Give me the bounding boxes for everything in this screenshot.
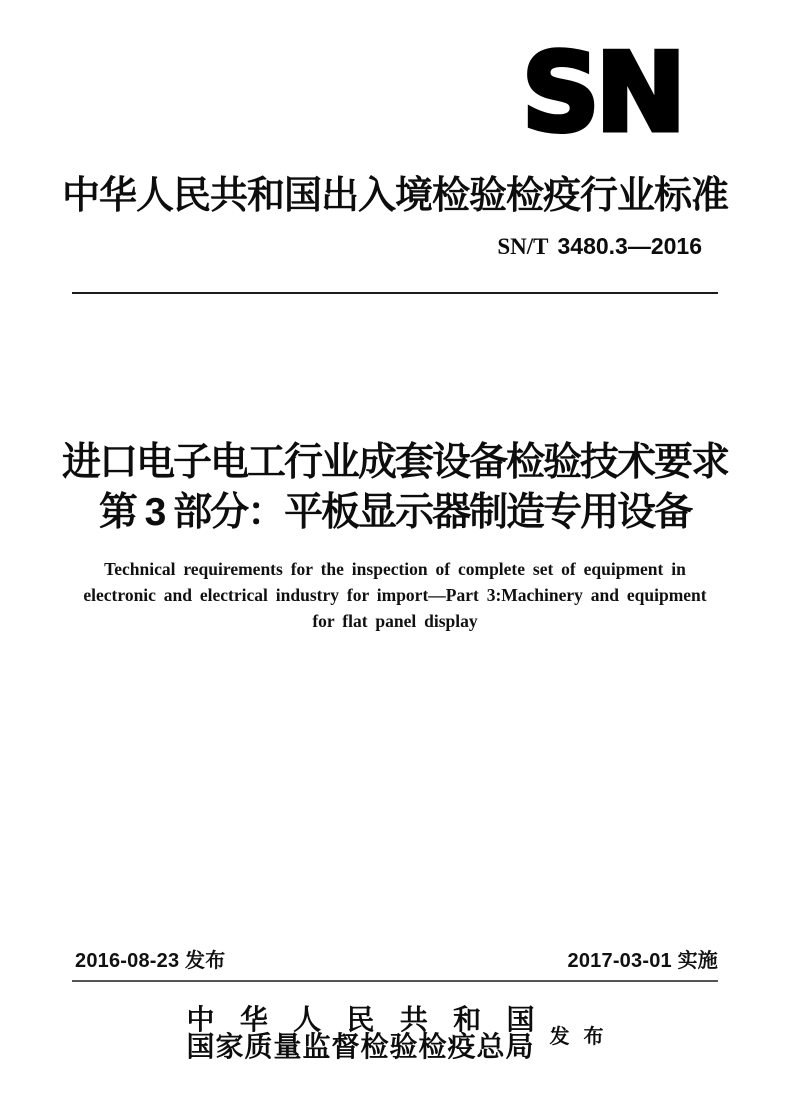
implement-date: 2017-03-01 实施 xyxy=(567,950,718,972)
english-title-line-3: for flat panel display xyxy=(312,611,478,631)
footer-rule xyxy=(72,980,718,982)
issue-date: 2016-08-23 发布 xyxy=(75,950,226,972)
standard-number-prefix: SN/T xyxy=(497,234,549,259)
standard-number-code: 3480.3—2016 xyxy=(557,233,702,259)
chinese-title-line-2: 第 3 部分：平板显示器制造专用设备 xyxy=(98,491,692,534)
publisher-name-line-1: 中华人民共和国 xyxy=(186,1005,535,1036)
dates-row xyxy=(75,944,718,973)
english-title xyxy=(55,556,735,634)
sn-logo: SN xyxy=(521,31,682,156)
standard-category-title: 中华人民共和国出入境检验检疫行业标准 xyxy=(61,175,728,217)
english-title-line-2: electronic and electrical industry for import—Part 3:Machinery and equipment xyxy=(83,585,707,605)
standard-number xyxy=(497,233,702,260)
chinese-title xyxy=(0,438,790,538)
chinese-title-line-1: 进口电子电工行业成套设备检验技术要求 xyxy=(61,441,728,484)
english-title-line-1: Technical requirements for the inspection of complete set of equipment in xyxy=(104,559,686,579)
publisher-name-line-2: 国家质量监督检验检疫总局 xyxy=(186,1032,535,1063)
publisher-block xyxy=(186,1005,618,1063)
publisher-name xyxy=(187,1007,535,1061)
publish-action-label: 发布 xyxy=(549,1025,618,1048)
header-rule xyxy=(72,292,718,294)
